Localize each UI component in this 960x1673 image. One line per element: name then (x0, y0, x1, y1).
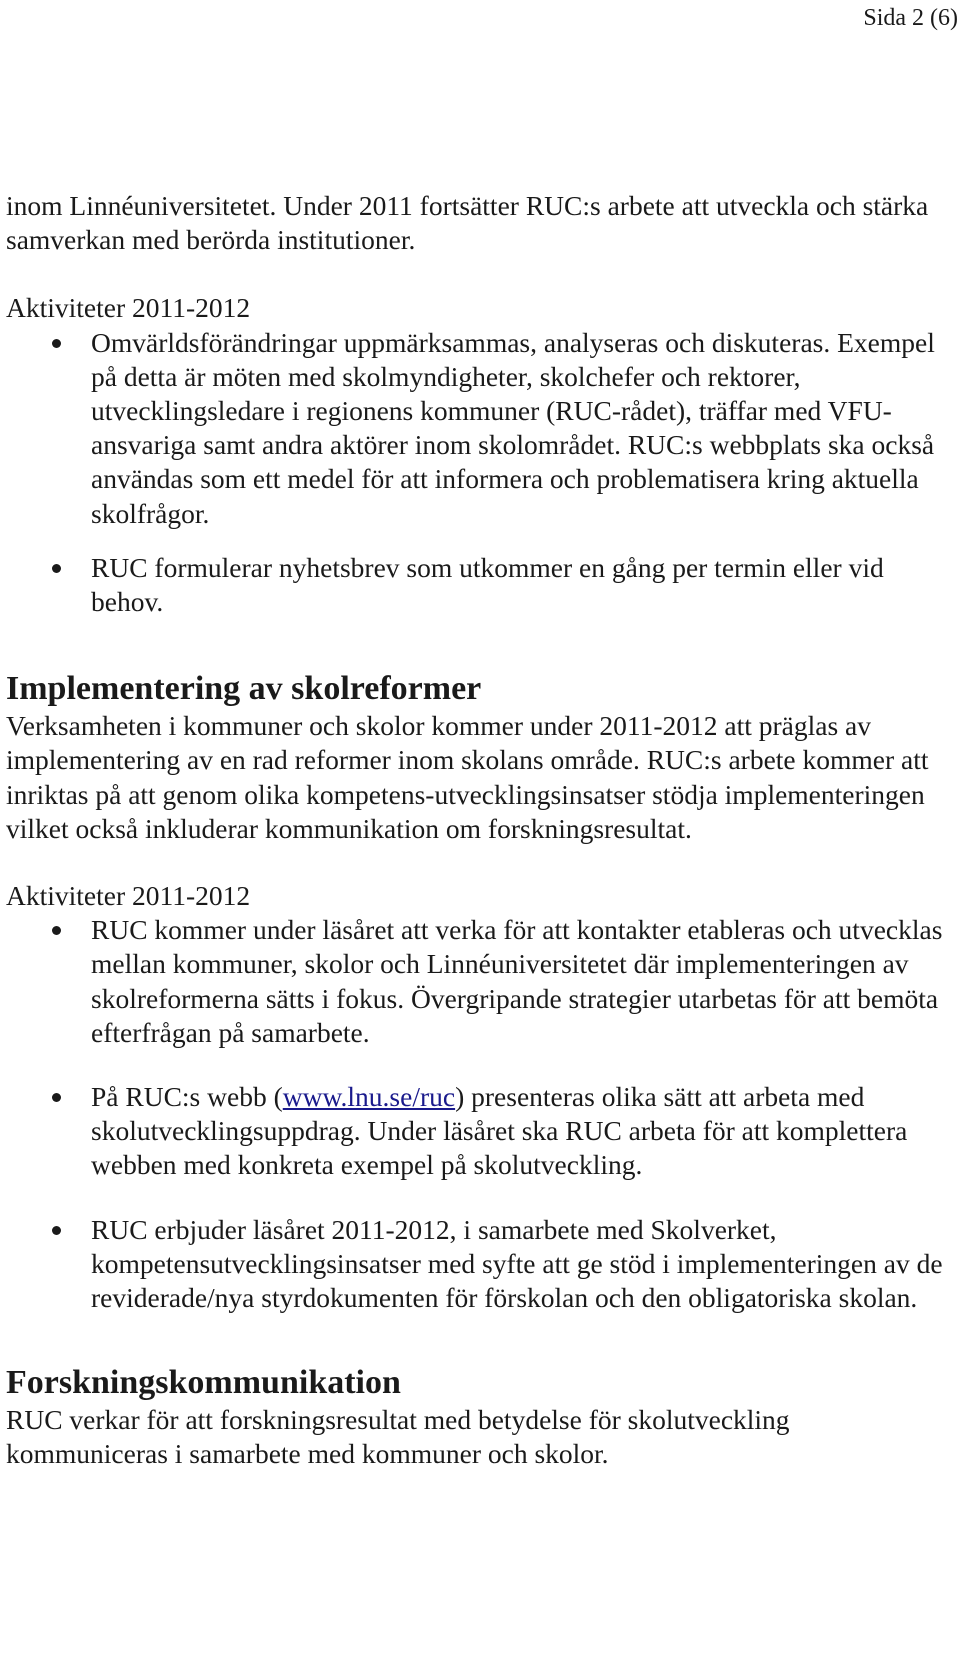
list-item-text: RUC kommer under läsåret att verka för att kontakter etableras och utvecklas mellan kommuner, skolor och Linnéuniversitetet där implementeringen av skolreformerna sätts i fokus. Övergripande strategier utarbetas för att bemöta efterfrågan på samarbete. (91, 914, 943, 1048)
list-item-text-after-link: ) presenteras olika sätt att arbeta med skolutvecklingsuppdrag. Under läsåret ska RUC arbeta för att komplettera webben med konkreta exempel på skolutveckling. (91, 1081, 908, 1181)
list-item (6, 1080, 946, 1183)
section-heading-research: Forskningskommunikation (6, 1364, 401, 1402)
section-heading-implementation: Implementering av skolreformer (6, 670, 482, 708)
bullet-icon (52, 1226, 61, 1235)
activities-list-2 (6, 913, 946, 1315)
list-item (6, 1213, 946, 1316)
list-item (6, 551, 946, 619)
bullet-icon (52, 564, 61, 573)
research-paragraph: RUC verkar för att forskningsresultat med betydelse för skolutveckling kommuniceras i samarbete med kommuner och skolor. (6, 1404, 790, 1470)
list-item-text: RUC formulerar nyhetsbrev som utkommer en gång per termin eller vid behov. (91, 551, 884, 618)
page-number: Sida 2 (6) (863, 5, 958, 31)
list-item-text-before-link: På RUC:s webb ( (91, 1081, 283, 1113)
activities-list-1 (6, 326, 946, 620)
list-item-text: RUC erbjuder läsåret 2011-2012, i samarbete med Skolverket, kompetensutvecklingsinsatser med syfte att ge stöd i implementeringen av de reviderade/nya styrdokumenten för förskolan och den obligatoriska skolan. (91, 1213, 943, 1314)
list-item (6, 913, 946, 1050)
list-item (6, 326, 946, 531)
implementation-paragraph: Verksamheten i kommuner och skolor kommer under 2011-2012 att präglas av implementering av en rad reformer inom skolans område. RUC:s arbete kommer att inriktas på att genom olika kompetens-utvecklingsinsatser stödja implementeringen vilket också inkluderar kommunikation om forskningsresultat. (6, 710, 929, 844)
bullet-icon (52, 339, 61, 348)
activities-heading-2: Aktiviteter 2011-2012 (6, 880, 251, 912)
bullet-icon (52, 1093, 61, 1102)
list-item-text: Omvärldsförändringar uppmärksammas, analyseras och diskuteras. Exempel på detta är möten med skolmyndigheter, skolchefer och rektorer, utvecklingsledare i regionens kommuner (RUC-rådet), träffar med VFU-ansvariga samt andra aktörer inom skolområdet. RUC:s webbplats ska också användas som ett medel för att informera och problematisera kring aktuella skolfrågor. (91, 326, 935, 529)
ruc-website-link[interactable]: www.lnu.se/ruc (282, 1081, 456, 1113)
bullet-icon (52, 926, 61, 935)
document-body (6, 189, 946, 1472)
intro-paragraph: inom Linnéuniversitetet. Under 2011 fortsätter RUC:s arbete att utveckla och stärka samverkan med berörda institutioner. (6, 190, 929, 256)
activities-heading-1: Aktiviteter 2011-2012 (6, 292, 251, 324)
